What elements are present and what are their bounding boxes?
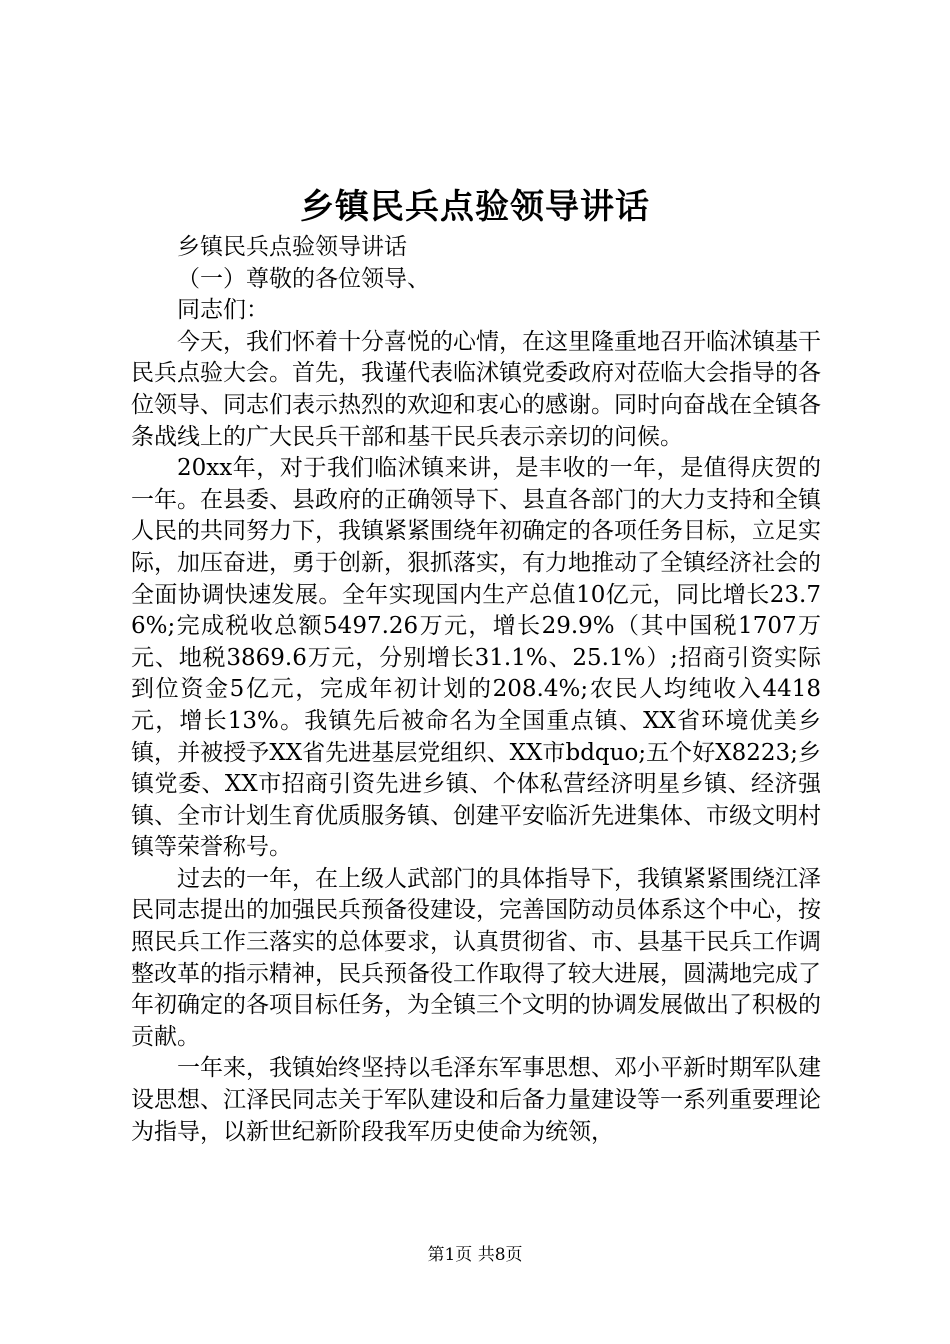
paragraph: 一年来，我镇始终坚持以毛泽东军事思想、邓小平新时期军队建设思想、江泽民同志关于军队建设和后备力量建设等一系列重要理论为指导，以新世纪新阶段我军历史使命为统领，	[131, 1055, 821, 1145]
paragraph: 20xx年，对于我们临沭镇来讲，是丰收的一年，是值得庆贺的一年。在县委、县政府的正确领导下、县直各部门的大力支持和全镇人民的共同努力下，我镇紧紧围绕年初确定的各项任务目标，立足实际，加压奋进，勇于创新，狠抓落实，有力地推动了全镇经济社会的全面协调快速发展。全年实现国内生产总值10亿元，同比增长23.76%;完成税收总额5497.26万元，增长29.9%（其中国税1707万元、地税3869.6万元，分别增长31.1%、25.1%）;招商引资实际到位资金5亿元，完成年初计划的208.4%;农民人均纯收入4418元，增长13%。我镇先后被命名为全国重点镇、XX省环境优美乡镇，并被授予XX省先进基层党组织、XX市bdquo;五个好X8223;乡镇党委、XX市招商引资先进乡镇、个体私营经济明星乡镇、经济强镇、全市计划生育优质服务镇、创建平安临沂先进集体、市级文明村镇等荣誉称号。	[131, 455, 821, 861]
paragraph-salutation-2: 同志们：	[177, 297, 269, 324]
paragraph-subtitle: 乡镇民兵点验领导讲话	[177, 234, 407, 260]
paragraph: 今天，我们怀着十分喜悦的心情，在这里隆重地召开临沭镇基干民兵点验大会。首先，我谨代表临沭镇党委政府对莅临大会指导的各位领导、同志们表示热烈的欢迎和衷心的感谢。同时向奋战在全镇各条战线上的广大民兵干部和基干民兵表示亲切的问候。	[131, 328, 821, 450]
paragraph: 过去的一年，在上级人武部门的具体指导下，我镇紧紧围绕江泽民同志提出的加强民兵预备役建设，完善国防动员体系这个中心，按照民兵工作三落实的总体要求，认真贯彻省、市、县基干民兵工作调整改革的指示精神，民兵预备役工作取得了较大进展，圆满地完成了年初确定的各项目标任务，为全镇三个文明的协调发展做出了积极的贡献。	[131, 865, 821, 1050]
document-body	[131, 232, 821, 1148]
paragraph-salutation-1: （一）尊敬的各位领导、	[177, 265, 430, 292]
document-title: 乡镇民兵点验领导讲话	[300, 187, 650, 227]
page-number: 第1页 共8页	[427, 1245, 523, 1265]
